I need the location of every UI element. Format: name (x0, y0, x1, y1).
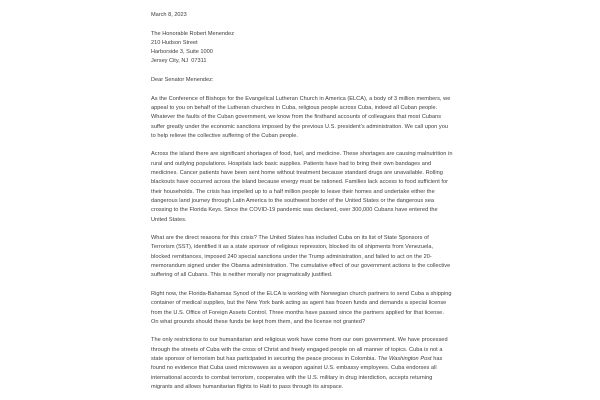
spacer-after-salutation (151, 85, 453, 94)
recipient-suite: Harborside 3, Suite 1000 (151, 49, 213, 56)
letter-date: March 8, 2023 (151, 12, 187, 18)
recipient-street: 210 Hudson Street (151, 39, 198, 46)
final-paragraph-part-2: has found no evidence that Cuba used microwaves as a weapon against U.S. embassy employees. Cuba endorses all international accords to combat terrorism, cooperates with the U.S. military in drug interdiction, accepts returning migrants and allows humanitarian flights to Haiti to pass through its airspace. (151, 355, 443, 390)
letter-paragraph-5 (151, 336, 453, 392)
letter-paragraph-1: As the Conference of Bishops for the Evangelical Lutheran Church in America (ELCA), a body of 3 million members, we appeal to you on behalf of the Lutheran churches in Cuba, religious people across Cuba, indeed all Cuban people. Whatever the faults of the Cuban government, we know from the firsthand accounts of colleagues that most Cubans suffer greatly under the economic sanctions imposed by the previous U.S. president's administration. We call upon you to help relieve the collective suffering of the Cuban people. (151, 95, 451, 139)
recipient-name: The Honorable Robert Menendez (151, 30, 235, 37)
paragraph-gap-1 (151, 141, 453, 150)
letter-paragraph-4: Right now, the Florida-Bahamas Synod of the ELCA is working with Norwegian church partners to send Cuba a shipping container of medical supplies, but the New York bank acting as agent has frozen funds and demands a special license from the U.S. Office of Foreign Assets Control. Three months have passed since the partners applied for that license. On what grounds should these funds be kept from them, and the license not granted? (151, 290, 452, 325)
washington-post-citation: The Washington Post (377, 355, 432, 362)
letter-salutation: Dear Senator Menendez: (151, 77, 214, 84)
spacer-after-date (151, 20, 453, 29)
final-paragraph-part-1: The only restrictions to our humanitarian and religious work have come from our own government. We have processed through the streets of Cuba with the cross of Christ and freely engaged people on all manner of topics. Cuba is not a state sponsor of terrorism but has participated in securing the peace process in Colombia. (151, 337, 448, 362)
paragraph-gap-3 (151, 281, 453, 290)
paragraph-gap-4 (151, 327, 453, 336)
recipient-city-state-zip: Jersey City, NJ 07311 (151, 58, 207, 65)
letter-content (151, 11, 453, 392)
letter-paragraph-3: What are the direct reasons for this crisis? The United States has included Cuba on its list of State Sponsors of Terrorism (SST), identified it as a state sponsor of religious repression, blocked its oil shipments from Venezuela, blocked remittances, imposed 240 special sanctions under the Trump administration, and failed to act on the 20-memorandum signed under the Obama administration. The cumulative effect of our government actions is the collective suffering of all Cubans. This is neither morally nor pragmatically justified. (151, 235, 451, 279)
paragraph-gap-2 (151, 225, 453, 234)
spacer-after-address (151, 67, 453, 76)
letter-paragraph-2: Across the island there are significant shortages of food, fuel, and medicine. These shortages are causing malnutrition in rural and outlying populations. Hospitals lack basic supplies. Patients have had to bring their own bandages and medicines. Cancer patients have been sent home without treatment because standard drugs are unavailable. Rolling blackouts have occurred across the island because energy must be rationed. Families lack access to food sufficient for their households. The crisis has impelled up to a half million people to leave their homes and undertake either the dangerous land journey through Latin America to the southwest border of the United States or the dangerous sea crossing to the Florida Keys. Since the COVID-19 pandemic was declared, over 300,000 Cubans have entered the United States. (151, 151, 453, 223)
recipient-address-block (151, 30, 453, 67)
